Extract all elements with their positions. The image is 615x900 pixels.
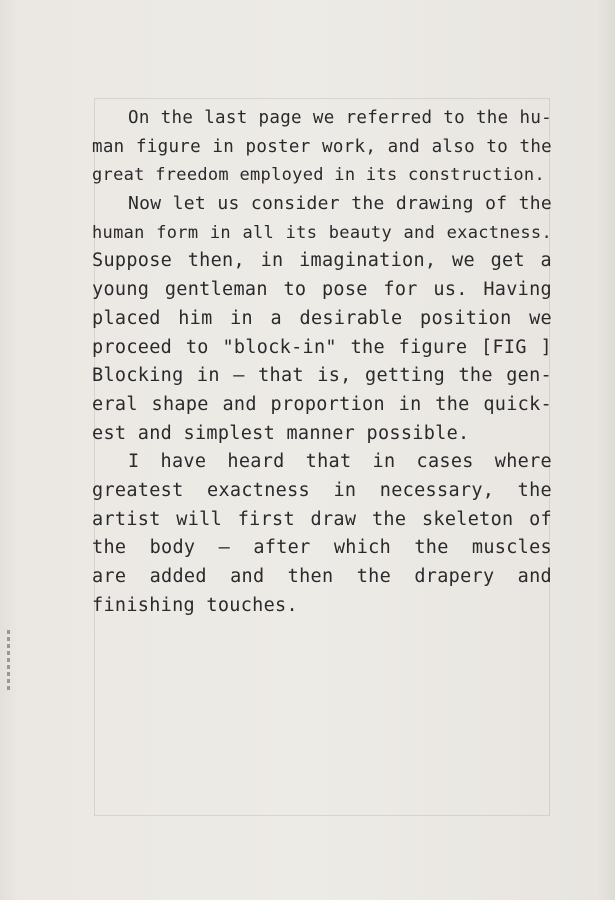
text-line: the body — after which the muscles: [92, 537, 552, 559]
text-line: proceed to "block-in" the figure [FIG ]: [92, 336, 552, 358]
text-line: On the last page we referred to the hu-: [128, 108, 552, 128]
text-line: are added and then the drapery and: [92, 566, 552, 587]
text-line: greatest exactness in necessary, the: [92, 479, 552, 501]
text-line: man figure in poster work, and also to the: [92, 136, 552, 157]
text-line: I have heard that in cases where: [128, 451, 552, 473]
handwritten-text: [92, 104, 552, 620]
text-line: placed him in a desirable position we: [92, 307, 552, 329]
binding-mark: [7, 630, 10, 690]
text-line: Now let us consider the drawing of the: [128, 193, 552, 215]
text-line: Suppose then, in imagination, we get a: [92, 250, 552, 272]
text-line: young gentleman to pose for us. Having: [92, 279, 552, 301]
text-line: human form in all its beauty and exactness.: [92, 222, 552, 243]
text-line: Blocking in — that is, getting the gen-: [92, 365, 552, 387]
text-line: eral shape and proportion in the quick-: [92, 393, 552, 415]
text-line: finishing touches.: [92, 594, 298, 616]
text-line: artist will first draw the skeleton of: [92, 508, 552, 530]
text-line: est and simplest manner possible.: [92, 422, 470, 444]
text-line: great freedom employed in its construction.: [92, 165, 545, 186]
